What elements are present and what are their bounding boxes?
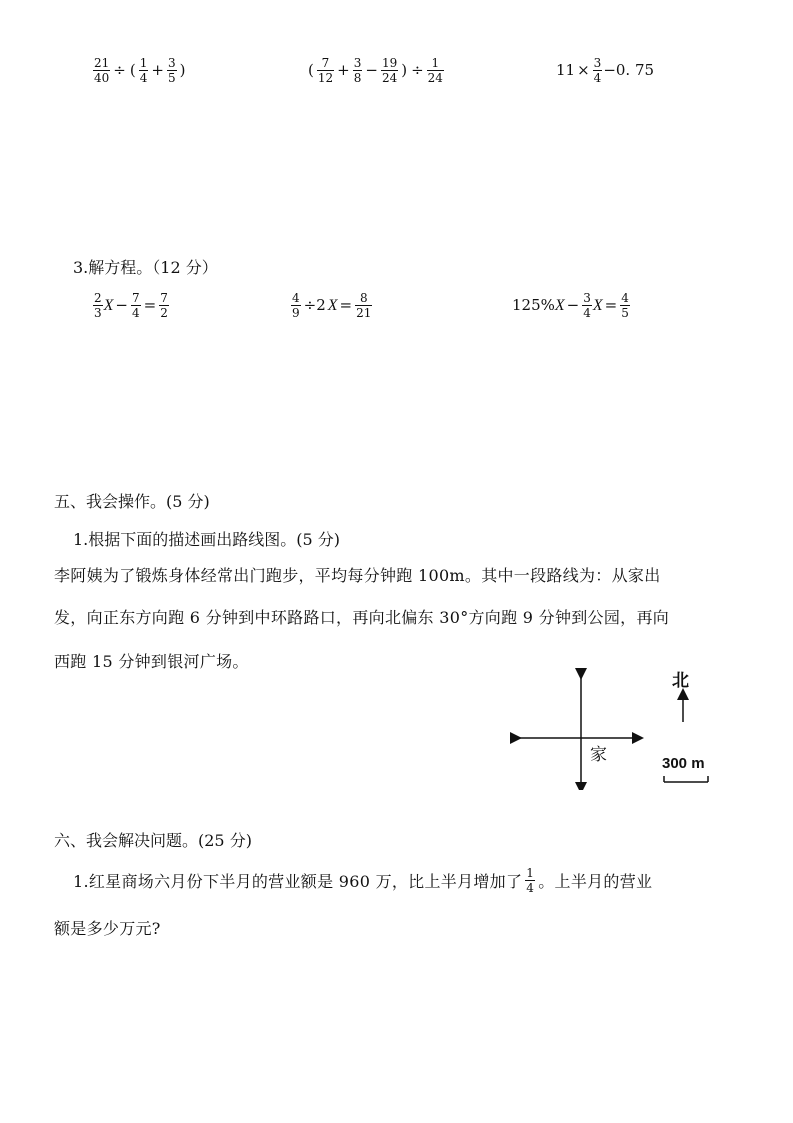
section-6-question-1-line-2: 额是多少万元? <box>54 919 161 938</box>
fraction: $\frac{7}{12}$ <box>317 56 334 85</box>
route-diagram <box>510 662 722 790</box>
section-3-title: 3.解方程。（12 分） <box>73 258 218 277</box>
fraction: $\frac{19}{24}$ <box>381 56 398 85</box>
expression-1: $\frac{21}{40}$ ÷ ( $\frac{1}{4}$ + $\frac{3}{5}$ ) <box>94 56 186 85</box>
fraction: $\frac{2}{3}$ <box>94 291 102 320</box>
fraction: $\frac{1}{24}$ <box>427 56 443 85</box>
fraction: $\frac{7}{2}$ <box>160 291 168 320</box>
paragraph-line: 发，向正东方向跑 6 分钟到中环路路口，再向北偏东 30°方向跑 9 分钟到公园，再向 <box>54 608 670 627</box>
equation-2: $\frac{4}{9}$ ÷2 X = $\frac{8}{21}$ <box>292 291 372 320</box>
expression-2: ( $\frac{7}{12}$ + $\frac{3}{8}$ − $\frac{19}{24}$ ) ÷ $\frac{1}{24}$ <box>308 56 443 85</box>
paragraph-line: 西跑 15 分钟到银河广场。 <box>54 652 249 671</box>
fraction: $\frac{3}{5}$ <box>167 56 176 85</box>
scale-label: 300 m <box>662 755 705 772</box>
fraction: $\frac{3}{8}$ <box>353 56 362 85</box>
paragraph-line: 李阿姨为了锻炼身体经常出门跑步，平均每分钟跑 100m。其中一段路线为：从家出 <box>54 566 661 585</box>
north-label: 北 <box>672 671 689 691</box>
fraction: $\frac{7}{4}$ <box>132 291 140 320</box>
fraction: $\frac{8}{21}$ <box>356 291 372 320</box>
fraction: $\frac{3}{4}$ <box>593 56 602 85</box>
section-6-question-1: 1.红星商场六月份下半月的营业额是 960 万，比上半月增加了 $\frac{1}{4}$ 。上半月的营业 <box>73 866 653 895</box>
fraction: $\frac{21}{40}$ <box>94 56 110 85</box>
fraction: $\frac{4}{9}$ <box>292 291 300 320</box>
fraction: $\frac{3}{4}$ <box>583 291 591 320</box>
section-5-question-1: 1.根据下面的描述画出路线图。(5 分) <box>73 530 341 549</box>
equation-1: $\frac{2}{3}$ X − $\frac{7}{4}$ = $\frac{7}{2}$ <box>94 291 168 320</box>
section-5-title: 五、我会操作。(5 分) <box>54 492 210 511</box>
fraction: $\frac{1}{4}$ <box>139 56 148 85</box>
home-label: 家 <box>590 745 607 765</box>
equation-3: 125% X − $\frac{3}{4}$ X = $\frac{4}{5}$ <box>512 291 629 320</box>
expression-3: 11 × $\frac{3}{4}$ −0. 75 <box>556 56 655 85</box>
fraction: $\frac{4}{5}$ <box>621 291 629 320</box>
section-6-title: 六、我会解决问题。(25 分) <box>54 831 252 850</box>
fraction: $\frac{1}{4}$ <box>526 866 535 895</box>
